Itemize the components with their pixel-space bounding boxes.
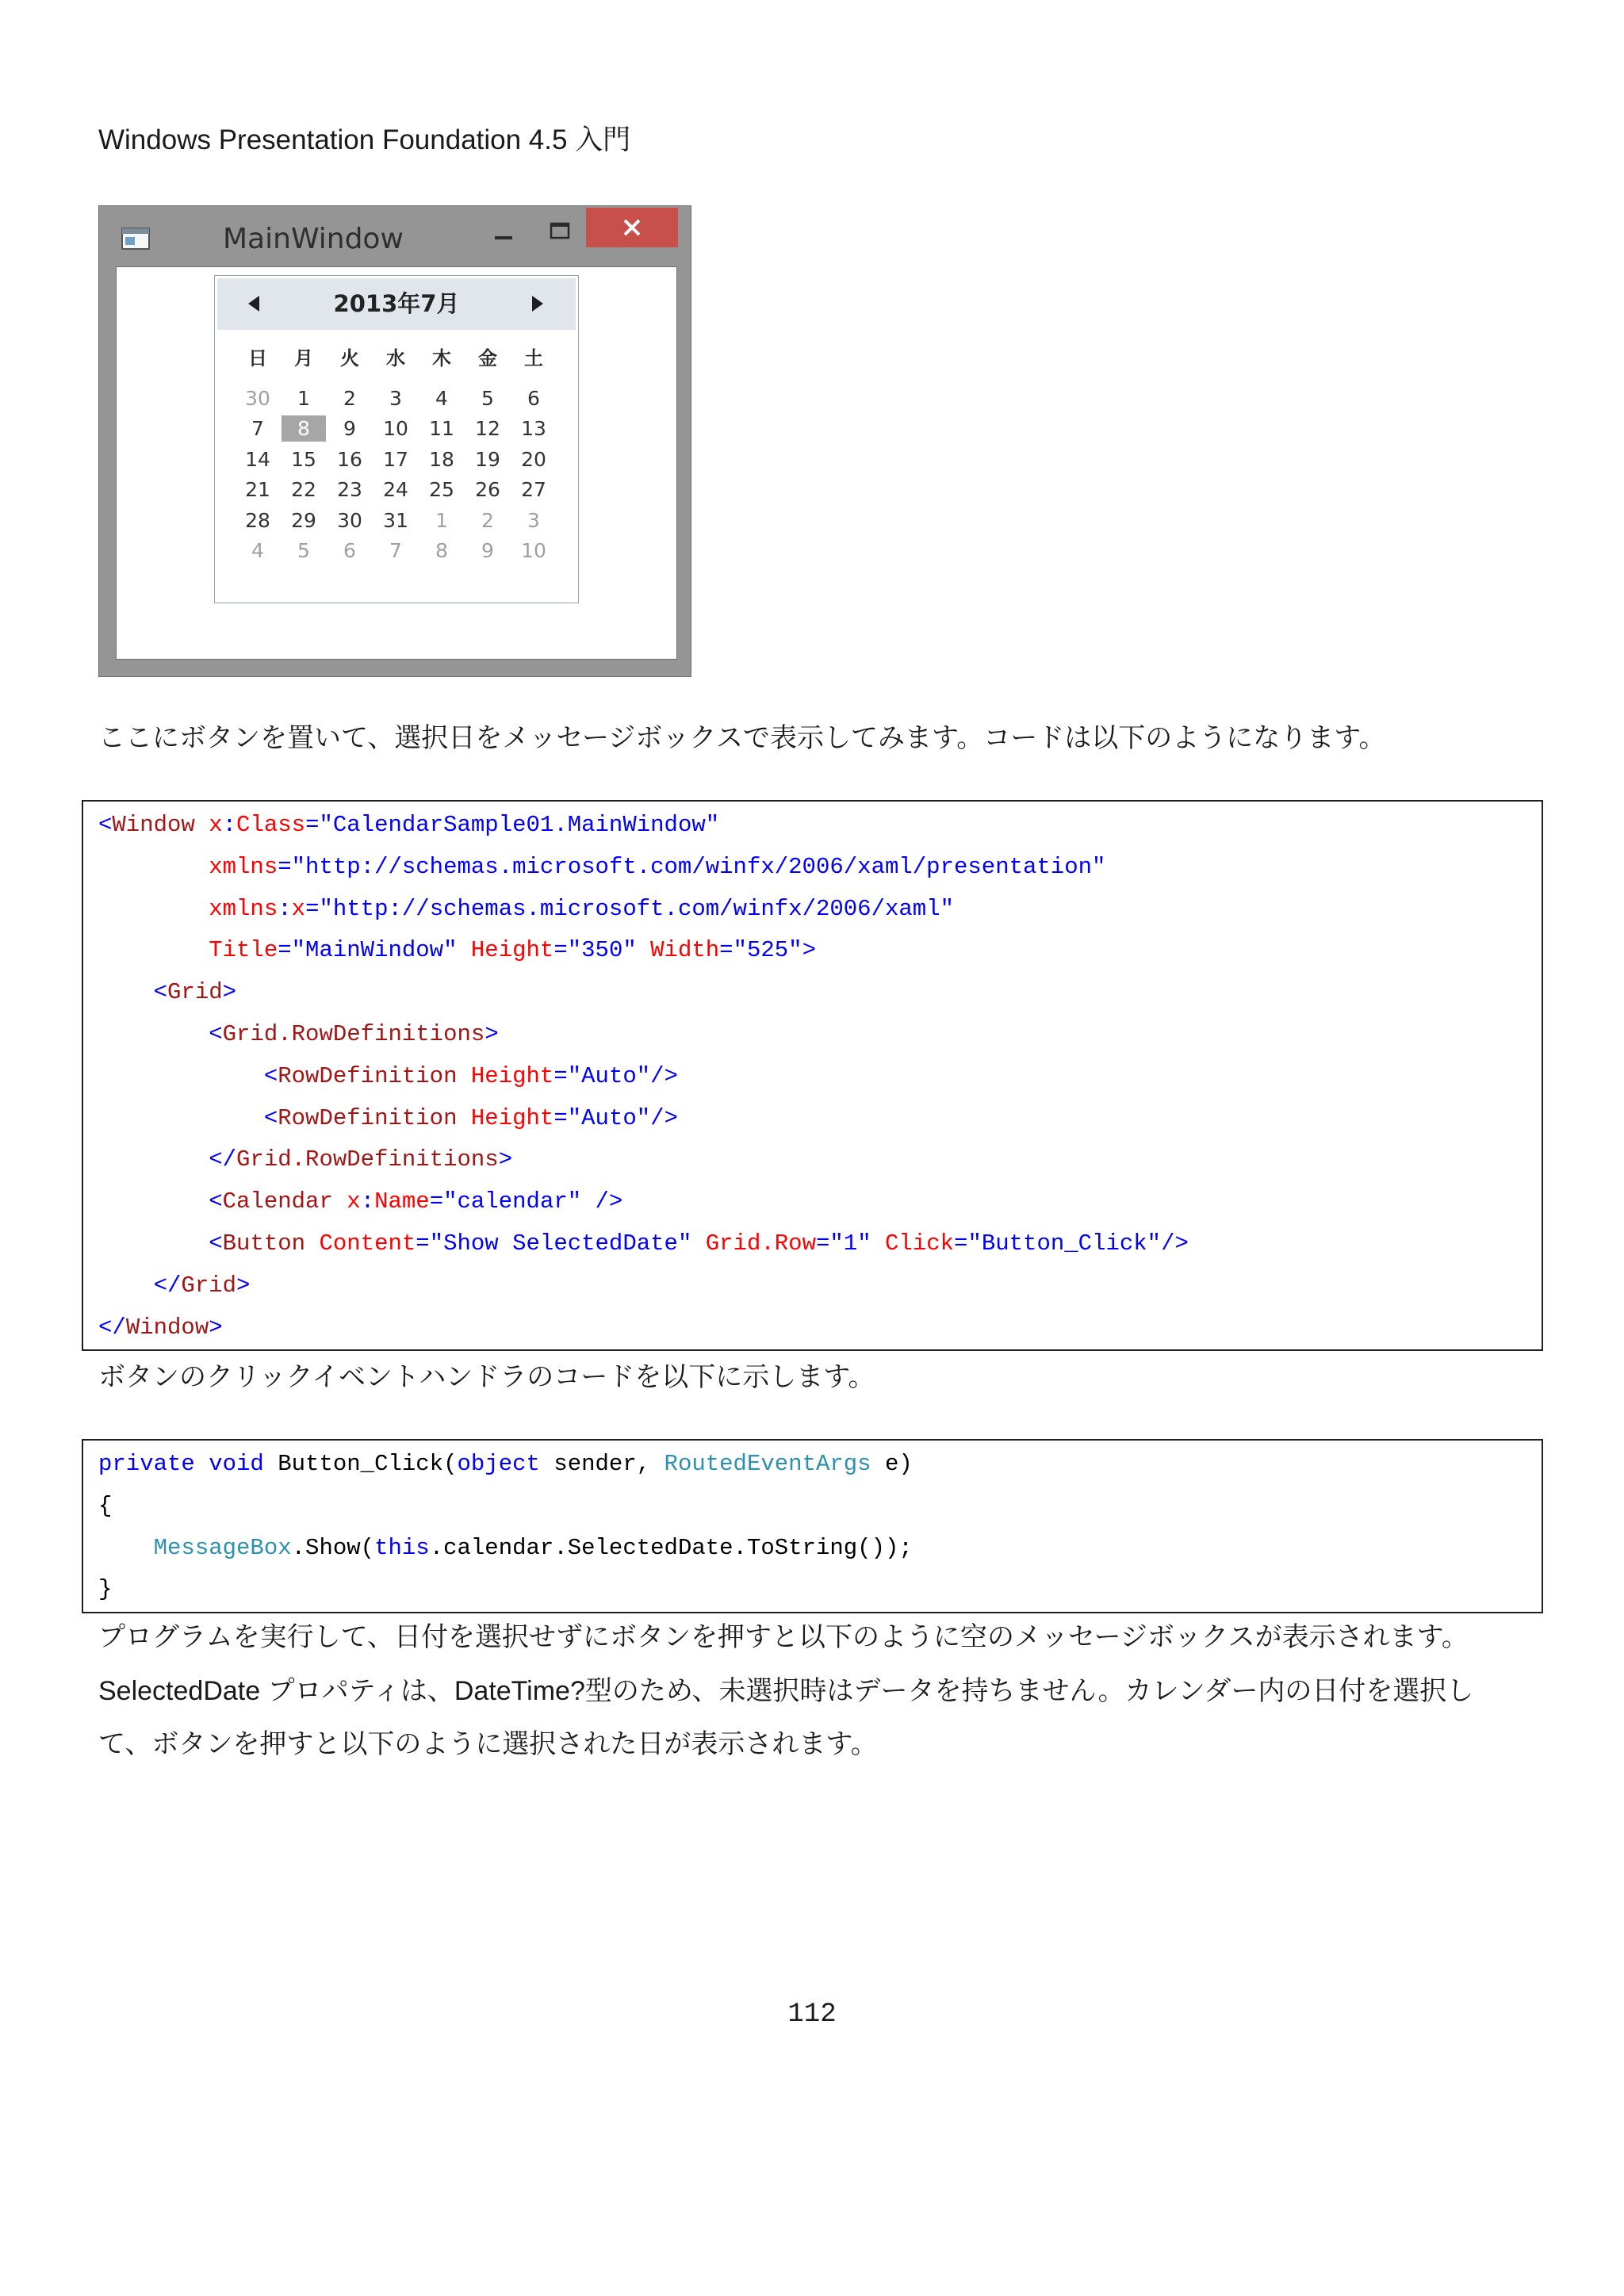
calendar-day-number: 20 [521,447,546,471]
code-token: Click [871,1230,955,1257]
window-title: MainWindow [223,223,404,255]
code-token: Window [125,1314,209,1341]
calendar-day-button[interactable] [373,444,419,475]
code-token: > [498,1146,513,1173]
calendar-day-button[interactable] [465,383,511,414]
calendar-day-number: 24 [383,478,408,502]
calendar-day-button[interactable] [419,383,465,414]
calendar-day-button[interactable] [465,536,511,567]
code-token: Width [636,937,720,964]
close-icon [622,219,642,236]
code-token: private void [98,1451,264,1477]
calendar-day-number: 14 [245,447,270,471]
calendar-day-button[interactable] [511,444,557,475]
calendar-weekday-row [235,344,557,373]
code-token: < [98,1230,223,1257]
code-token: ="525"> [719,937,816,964]
calendar-weekday-label: 水 [386,347,405,369]
code-token: Grid.RowDefinitions [236,1146,499,1173]
calendar-day-number: 6 [343,539,356,563]
code-token: Grid [167,979,223,1006]
calendar-day-button[interactable] [465,414,511,445]
code-token: Calendar [222,1188,333,1215]
code-token: RoutedEventArgs [664,1451,871,1477]
calendar-day-number: 1 [297,386,310,410]
calendar-day-button[interactable] [511,505,557,536]
calendar-day-number: 6 [527,386,540,410]
calendar-day-number: 4 [435,386,448,410]
minimize-icon [492,227,515,243]
calendar-day-number: 28 [245,508,270,532]
code-line [98,1486,1542,1528]
running-header: Windows Presentation Foundation 4.5 入門 [98,124,631,155]
calendar-day-button[interactable] [327,414,373,445]
triangle-right-icon [530,294,545,313]
calendar-day-number: 19 [475,447,500,471]
code-token: < [98,1020,223,1047]
calendar-day-button[interactable] [419,444,465,475]
calendar-weekday-label: 日 [248,347,267,369]
calendar-weekday-label: 金 [478,347,497,369]
calendar-day-number: 15 [291,447,316,471]
code-token: < [98,1062,278,1089]
calendar-day-button[interactable] [511,414,557,445]
calendar-day-number: 18 [429,447,454,471]
calendar-weekday-label: 木 [432,347,451,369]
code-token: Grid [181,1272,237,1299]
code-line [98,1139,1542,1181]
calendar-day-button[interactable] [511,536,557,567]
calendar-day-button[interactable] [419,536,465,567]
code-token: xmlns [98,853,278,880]
calendar-day-button[interactable] [281,475,327,506]
calendar-day-button[interactable] [373,414,419,445]
main-window-screenshot [98,205,691,677]
calendar-day-button[interactable] [281,444,327,475]
code-token: this [374,1534,430,1561]
maximize-button[interactable] [548,220,572,241]
code-token: e) [871,1451,913,1477]
calendar-day-button[interactable] [281,383,327,414]
result-paragraph-line: SelectedDate プロパティは、DateTime?型のため、未選択時はデータを持ちません。カレンダー内の日付を選択し [98,1675,1474,1706]
calendar-day-number: 30 [245,386,270,410]
code-line [98,930,1542,972]
code-token: > [222,979,237,1006]
calendar-day-number: 10 [521,539,546,563]
code-token: Title [98,937,278,964]
next-month-button[interactable] [530,294,545,313]
handler-paragraph: ボタンのクリックイベントハンドラのコードを以下に示します。 [98,1362,875,1392]
code-token: ="1" [816,1230,871,1257]
calendar-day-button[interactable] [373,475,419,506]
calendar-day-number: 3 [389,386,402,410]
code-token: Height [457,1104,554,1131]
calendar-day-number: 2 [481,508,494,532]
calendar-highlighted-day: 8 [282,415,326,442]
code-token: { [98,1492,113,1519]
calendar-day-number: 8 [435,539,448,563]
calendar-day-button[interactable] [511,475,557,506]
title-bar[interactable] [99,206,691,266]
code-token: ="calendar" /> [429,1188,623,1215]
calendar-weekday-label: 土 [524,347,543,369]
code-token: xmlns [98,895,278,922]
code-token: .Show( [291,1534,375,1561]
calendar-day-number: 25 [429,478,454,502]
calendar-day-grid [235,383,557,566]
code-line [98,1223,1542,1265]
result-paragraph [98,1611,1473,1772]
code-token: .calendar.SelectedDate.ToString()); [429,1534,913,1561]
calendar-day-number: 10 [383,417,408,441]
code-line [98,972,1542,1014]
code-token: Grid.Row [691,1230,816,1257]
code-token: ="http://schemas.microsoft.com/winfx/2006/xaml/presentation" [278,853,1106,880]
code-token: MessageBox [98,1534,292,1561]
calendar-day-number: 21 [245,478,270,502]
code-token: Button [222,1230,306,1257]
calendar-day-button[interactable] [327,444,373,475]
code-line [98,1444,1542,1486]
calendar-day-number: 26 [475,478,500,502]
code-token: < [98,812,113,838]
code-token: < [98,1104,278,1131]
code-token: < [98,1188,223,1215]
code-token: </ [98,1146,237,1173]
code-token: ="350" [553,937,637,964]
calendar-day-button[interactable] [235,414,281,445]
code-token: Window [112,812,195,838]
code-token: Class [236,812,306,838]
calendar-day-button[interactable] [235,505,281,536]
calendar-day-button[interactable] [511,383,557,414]
calendar-day-number: 17 [383,447,408,471]
code-token: > [236,1272,251,1299]
calendar-day-button[interactable] [327,505,373,536]
maximize-icon [548,220,572,241]
code-token: > [485,1020,499,1047]
calendar-day-number: 2 [343,386,356,410]
code-token: RowDefinition [278,1104,458,1131]
calendar-day-button[interactable] [235,444,281,475]
result-paragraph-line: プログラムを実行して、日付を選択せずにボタンを押すと以下のように空のメッセージボックスが表示されます。 [98,1622,1469,1652]
code-token: ="Show SelectedDate" [416,1230,692,1257]
calendar-day-number: 23 [337,478,362,502]
calendar-day-number: 9 [481,539,494,563]
calendar-day-button[interactable] [327,475,373,506]
code-token: Content [305,1230,416,1257]
intro-paragraph: ここにボタンを置いて、選択日をメッセージボックスで表示してみます。コードは以下のようになります。 [98,723,1386,753]
code-token: } [98,1576,113,1603]
code-line [98,1265,1542,1307]
window-client-area [116,266,677,660]
code-token: ="MainWindow" [278,937,458,964]
code-token: ="CalendarSample01.MainWindow" [305,812,720,838]
calendar-header [217,278,576,330]
code-token: Grid.RowDefinitions [222,1020,485,1047]
csharp-code-block [82,1439,1543,1613]
code-token: ="Auto"/> [553,1104,678,1131]
code-line [98,1056,1542,1098]
code-line [98,1569,1542,1611]
code-token: x [194,812,223,838]
calendar-day-button[interactable] [235,536,281,567]
window-app-icon [121,228,150,250]
calendar [214,275,579,603]
calendar-day-button[interactable] [373,505,419,536]
calendar-day-button[interactable] [327,383,373,414]
code-token: </ [98,1314,126,1341]
calendar-day-button[interactable] [235,383,281,414]
code-line [98,889,1542,931]
calendar-month-title[interactable]: 2013年7月 [333,290,460,317]
calendar-day-button[interactable] [327,536,373,567]
code-token: x [291,895,306,922]
result-paragraph-line: て、ボタンを押すと以下のように選択された日が表示されます。 [98,1729,878,1759]
calendar-day-number: 29 [291,508,316,532]
calendar-day-number: 5 [297,539,310,563]
code-token: Button_Click( [263,1451,458,1477]
close-button[interactable] [586,208,678,247]
code-line [98,1181,1542,1223]
calendar-day-button[interactable] [465,444,511,475]
calendar-day-button[interactable] [373,383,419,414]
calendar-day-number: 9 [343,417,356,441]
code-token: < [98,979,168,1006]
code-token: x [332,1188,361,1215]
calendar-day-number: 5 [481,386,494,410]
code-line [98,1528,1542,1570]
xaml-code-block [82,800,1543,1351]
calendar-day-button[interactable] [419,414,465,445]
code-token: Height [457,1062,554,1089]
code-token: > [209,1314,223,1341]
code-token: : [222,812,237,838]
calendar-day-number: 13 [521,417,546,441]
calendar-day-button[interactable] [419,475,465,506]
code-token: RowDefinition [278,1062,458,1089]
calendar-day-number: 22 [291,478,316,502]
calendar-day-number: 1 [435,508,448,532]
code-token: Height [457,937,554,964]
calendar-day-number: 12 [475,417,500,441]
code-token: ="Auto"/> [553,1062,678,1089]
calendar-day-number: 11 [429,417,454,441]
calendar-day-button[interactable] [281,505,327,536]
calendar-day-button[interactable] [281,414,327,445]
calendar-weekday-label: 月 [294,347,313,369]
calendar-day-button[interactable] [373,536,419,567]
previous-month-button[interactable] [247,294,261,313]
calendar-day-number: 31 [383,508,408,532]
code-line [98,805,1542,847]
code-line [98,847,1542,889]
calendar-day-number: 4 [251,539,264,563]
calendar-day-number: 27 [521,478,546,502]
calendar-day-number: 30 [337,508,362,532]
calendar-day-number: 16 [337,447,362,471]
page-number: 112 [787,1999,837,2030]
minimize-button[interactable] [492,227,515,243]
code-token: : [278,895,292,922]
calendar-weekday-label: 火 [340,347,359,369]
calendar-day-number: 7 [389,539,402,563]
code-line [98,1307,1542,1349]
triangle-left-icon [247,294,261,313]
code-line [98,1098,1542,1140]
code-token: ="Button_Click"/> [954,1230,1189,1257]
calendar-day-button[interactable] [281,536,327,567]
calendar-day-number: 3 [527,508,540,532]
calendar-day-button[interactable] [465,475,511,506]
code-token: object [457,1451,540,1477]
code-token: </ [98,1272,182,1299]
code-token: sender, [539,1451,665,1477]
code-token: : [360,1188,375,1215]
code-token: Name [374,1188,430,1215]
calendar-day-button[interactable] [235,475,281,506]
calendar-day-number: 7 [251,417,264,441]
calendar-day-button[interactable] [465,505,511,536]
code-line [98,1014,1542,1056]
code-token: ="http://schemas.microsoft.com/winfx/2006/xaml" [305,895,954,922]
calendar-day-button[interactable] [419,505,465,536]
